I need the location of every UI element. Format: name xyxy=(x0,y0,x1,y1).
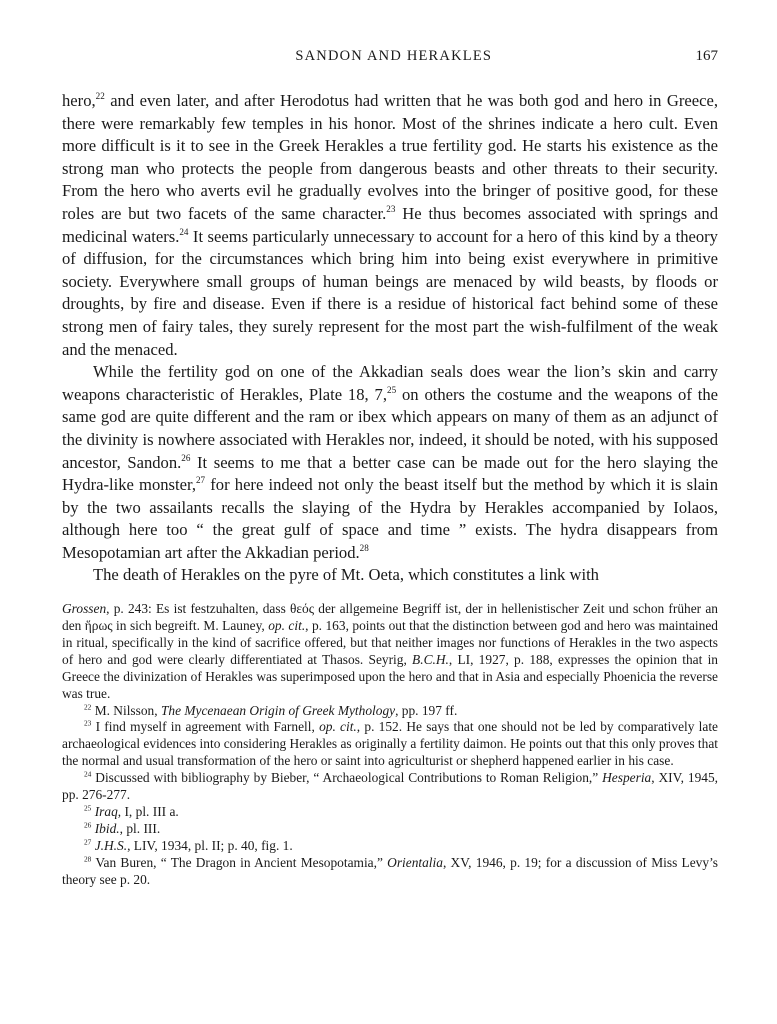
footnote-ref: 23 xyxy=(386,204,396,215)
paragraph xyxy=(62,564,718,587)
text-run: , pl. III. xyxy=(119,820,161,836)
footnote xyxy=(62,821,718,838)
text-run: and even later, and after Herodotus had written that he was both god and hero in Greece, there were remarkably few temples in his honor. Most of the shrines indicate a hero cult. Even more difficult is it to see in the Greek Herakles a true fertility god. He starts his existence as the strong man who protects the people from dangerous beasts and other threats to their security. From the hero who averts evil he gradually evolves into the bringer of positive good, for these roles are but two facets of the same character. xyxy=(62,91,718,223)
text-run: on others the costume and the weapons of the same god are quite different and the ram or ibex which appears on many of them as an adjunct of the divinity is nowhere associated with Herakles nor, indeed, it should be noted, with his supposed ancestor, Sandon. xyxy=(62,384,718,472)
book-page xyxy=(62,48,718,888)
italic-text: op. cit. xyxy=(319,719,357,735)
text-run: , XIV, 1945, pp. 276-277. xyxy=(62,770,718,803)
text-run: He thus becomes associated with springs and medicinal waters. xyxy=(62,203,718,246)
text-run: , XV, 1946, p. 19; for a discussion of Miss Levy’s theory see p. 20. xyxy=(62,854,718,887)
paragraph xyxy=(62,361,718,564)
footnote xyxy=(62,719,718,770)
text-run: , p. 163, points out that the distinction between god and hero was maintained in ritual, specifically in the kind of sacrifice offered, but that neither images nor functions of Herakles in the two aspects of hero and god were clearly differentiated at Thasos. Seyrig, xyxy=(62,617,718,667)
text-run: It seems particularly unnecessary to account for a hero of this kind by a theory of diffusion, for the circumstances which bring him into being exist everywhere in primitive society. Everywhere small groups of human beings are menaced by wild beasts, by floods or droughts, by fire and disease. Even if there is a residue of historical fact behind some of these strong men of fairy tales, they surely represent for the most part the wish-fulfilment of the weak and the menaced. xyxy=(62,226,718,359)
italic-text: Ibid. xyxy=(94,820,120,836)
italic-text: J.H.S. xyxy=(94,837,128,853)
footnote xyxy=(62,770,718,804)
footnote xyxy=(62,703,718,720)
text-run: hero, xyxy=(62,91,96,110)
footnote xyxy=(62,601,718,702)
text-run: , p. 243: Es ist festzuhalten, dass θεός der allgemeine Begriff ist, der in hellenistischer Zeit und schon früher an den ἥρως in sich begreift. M. Launey, xyxy=(62,601,718,633)
footnote-ref: 26 xyxy=(181,452,191,463)
text-run: Discussed with bibliography by Bieber, “ Archaeological Contributions to Roman Religion,” xyxy=(91,770,603,786)
footnote-ref: 22 xyxy=(95,91,105,102)
text-run: It seems to me that a better case can be made out for the hero slaying the Hydra-like monster, xyxy=(62,452,718,495)
footnote-ref: 28 xyxy=(84,854,92,864)
italic-text: Iraq xyxy=(94,803,118,819)
text-run: I find myself in agreement with Farnell, xyxy=(91,719,320,735)
italic-text: Orientalia xyxy=(387,854,443,870)
footnote-ref: 24 xyxy=(84,769,92,779)
paragraph xyxy=(62,90,718,361)
main-text xyxy=(62,90,718,587)
italic-text: B.C.H. xyxy=(412,651,449,667)
footnote xyxy=(62,804,718,821)
text-run: Van Buren, “ The Dragon in Ancient Mesopotamia,” xyxy=(91,854,388,870)
running-title: SANDON AND HERAKLES xyxy=(295,48,493,64)
page-number: 167 xyxy=(695,48,718,64)
footnote-ref: 26 xyxy=(84,820,92,830)
running-header xyxy=(62,48,718,74)
footnotes xyxy=(62,601,718,888)
footnote-ref: 24 xyxy=(179,226,189,237)
text-run: , pp. 197 ff. xyxy=(395,702,458,718)
italic-text: The Mycenaean Origin of Greek Mythology xyxy=(160,702,396,718)
text-run: , I, pl. III a. xyxy=(117,803,179,819)
text-run: M. Nilsson, xyxy=(91,702,161,718)
text-run: , LI, 1927, p. 188, expresses the opinion that in Greece the divinization of Herakles was superimposed upon the hero and that in Asia and especially Phoenicia the reverse was true. xyxy=(62,651,718,701)
italic-text: Grossen xyxy=(62,601,107,617)
footnote-ref: 25 xyxy=(84,803,92,813)
footnote-ref: 25 xyxy=(387,384,397,395)
footnote-ref: 28 xyxy=(359,543,369,554)
footnote xyxy=(62,838,718,855)
italic-text: op. cit. xyxy=(268,617,306,633)
text-run: , p. 152. He says that one should not be led by comparatively late archaeological evidences into considering Herakles as originally a fertility daimon. He points out that this only proves that the normal and usual transformation of the hero or saint into agriculturist or shepherd happened earlier in his case. xyxy=(62,719,719,769)
footnote-ref: 23 xyxy=(84,718,92,728)
text-run: for here indeed not only the beast itself but the method by which it is slain by the two assailants recalls the slaying of the Hydra by Herakles accompanied by Iolaos, although here too “ the great gulf of space and time ” exists. The hydra disappears from Mesopotamian art after the Akkadian period. xyxy=(62,475,718,562)
footnote-ref: 27 xyxy=(84,837,92,847)
text-run: The death of Herakles on the pyre of Mt. Oeta, which constitutes a link with xyxy=(93,565,599,585)
text-run: , LIV, 1934, pl. II; p. 40, fig. 1. xyxy=(127,837,293,853)
footnote-ref: 22 xyxy=(84,701,92,711)
footnote xyxy=(62,855,718,889)
footnote-ref: 27 xyxy=(195,475,206,486)
text-run: While the fertility god on one of the Akkadian seals does wear the lion’s skin and carry weapons characteristic of Herakles, Plate 18, 7, xyxy=(62,362,718,404)
italic-text: Hesperia xyxy=(602,770,652,786)
